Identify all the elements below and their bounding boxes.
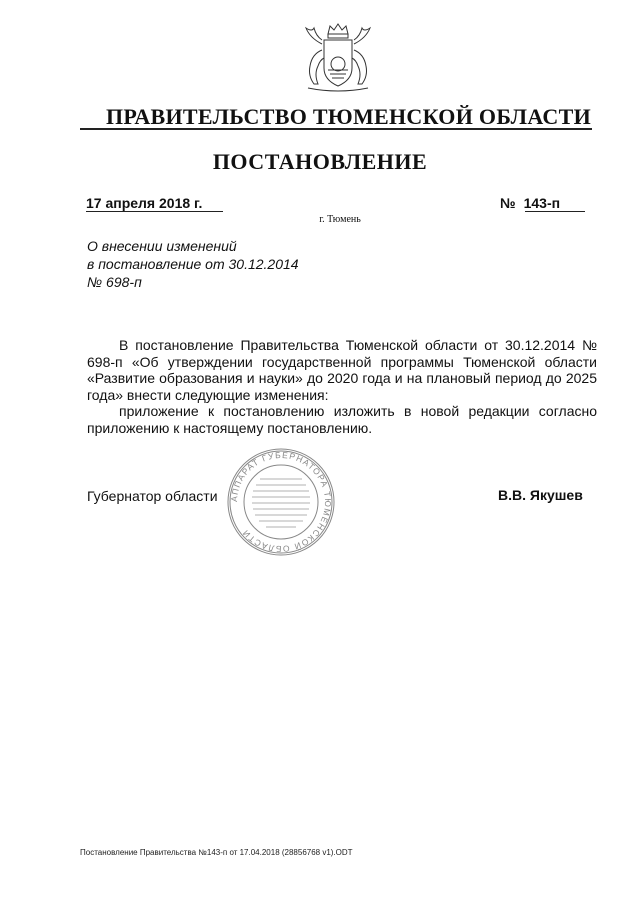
organization-title: ПРАВИТЕЛЬСТВО ТЮМЕНСКОЙ ОБЛАСТИ (106, 104, 591, 129)
body-paragraph: В постановление Правительства Тюменской области от 30.12.2014 № 698-п «Об утверждении государственной программы Тюменской области «Развитие образования и науки» до 2020 года и на плановый период до 2025 года» внести следующие изменения: (87, 337, 597, 403)
document-subject (87, 237, 299, 291)
city-label: г. Тюмень (319, 214, 361, 225)
official-stamp (226, 447, 336, 557)
number-sign: № (500, 195, 516, 211)
document-number: 143-п (523, 195, 561, 211)
number-underline (525, 211, 585, 212)
body-paragraph: приложение к постановлению изложить в новой редакции согласно приложению к настоящему постановлению. (87, 403, 597, 436)
subject-line: в постановление от 30.12.2014 (87, 256, 299, 272)
signatory-name: В.В. Якушев (498, 487, 583, 503)
subject-line: О внесении изменений (87, 238, 237, 254)
stamp-ring-text: АППАРАТ ГУБЕРНАТОРА ТЮМЕНСКОЙ ОБЛАСТИ (228, 449, 334, 555)
subject-line: № 698-п (87, 274, 142, 290)
date-underline (86, 211, 223, 212)
document-body (87, 337, 597, 436)
coat-of-arms-emblem (296, 20, 380, 94)
document-type-heading: ПОСТАНОВЛЕНИЕ (212, 149, 428, 174)
document-footer: Постановление Правительства №143-п от 17.04.2018 (28856768 v1).ODT (80, 848, 353, 857)
signatory-position: Губернатор области (87, 488, 218, 504)
title-underline (80, 128, 592, 130)
svg-text:АППАРАТ ГУБЕРНАТОРА ТЮМЕНСКОЙ (229, 450, 333, 554)
document-number-field (500, 195, 560, 211)
document-date: 17 апреля 2018 г. (86, 195, 203, 211)
